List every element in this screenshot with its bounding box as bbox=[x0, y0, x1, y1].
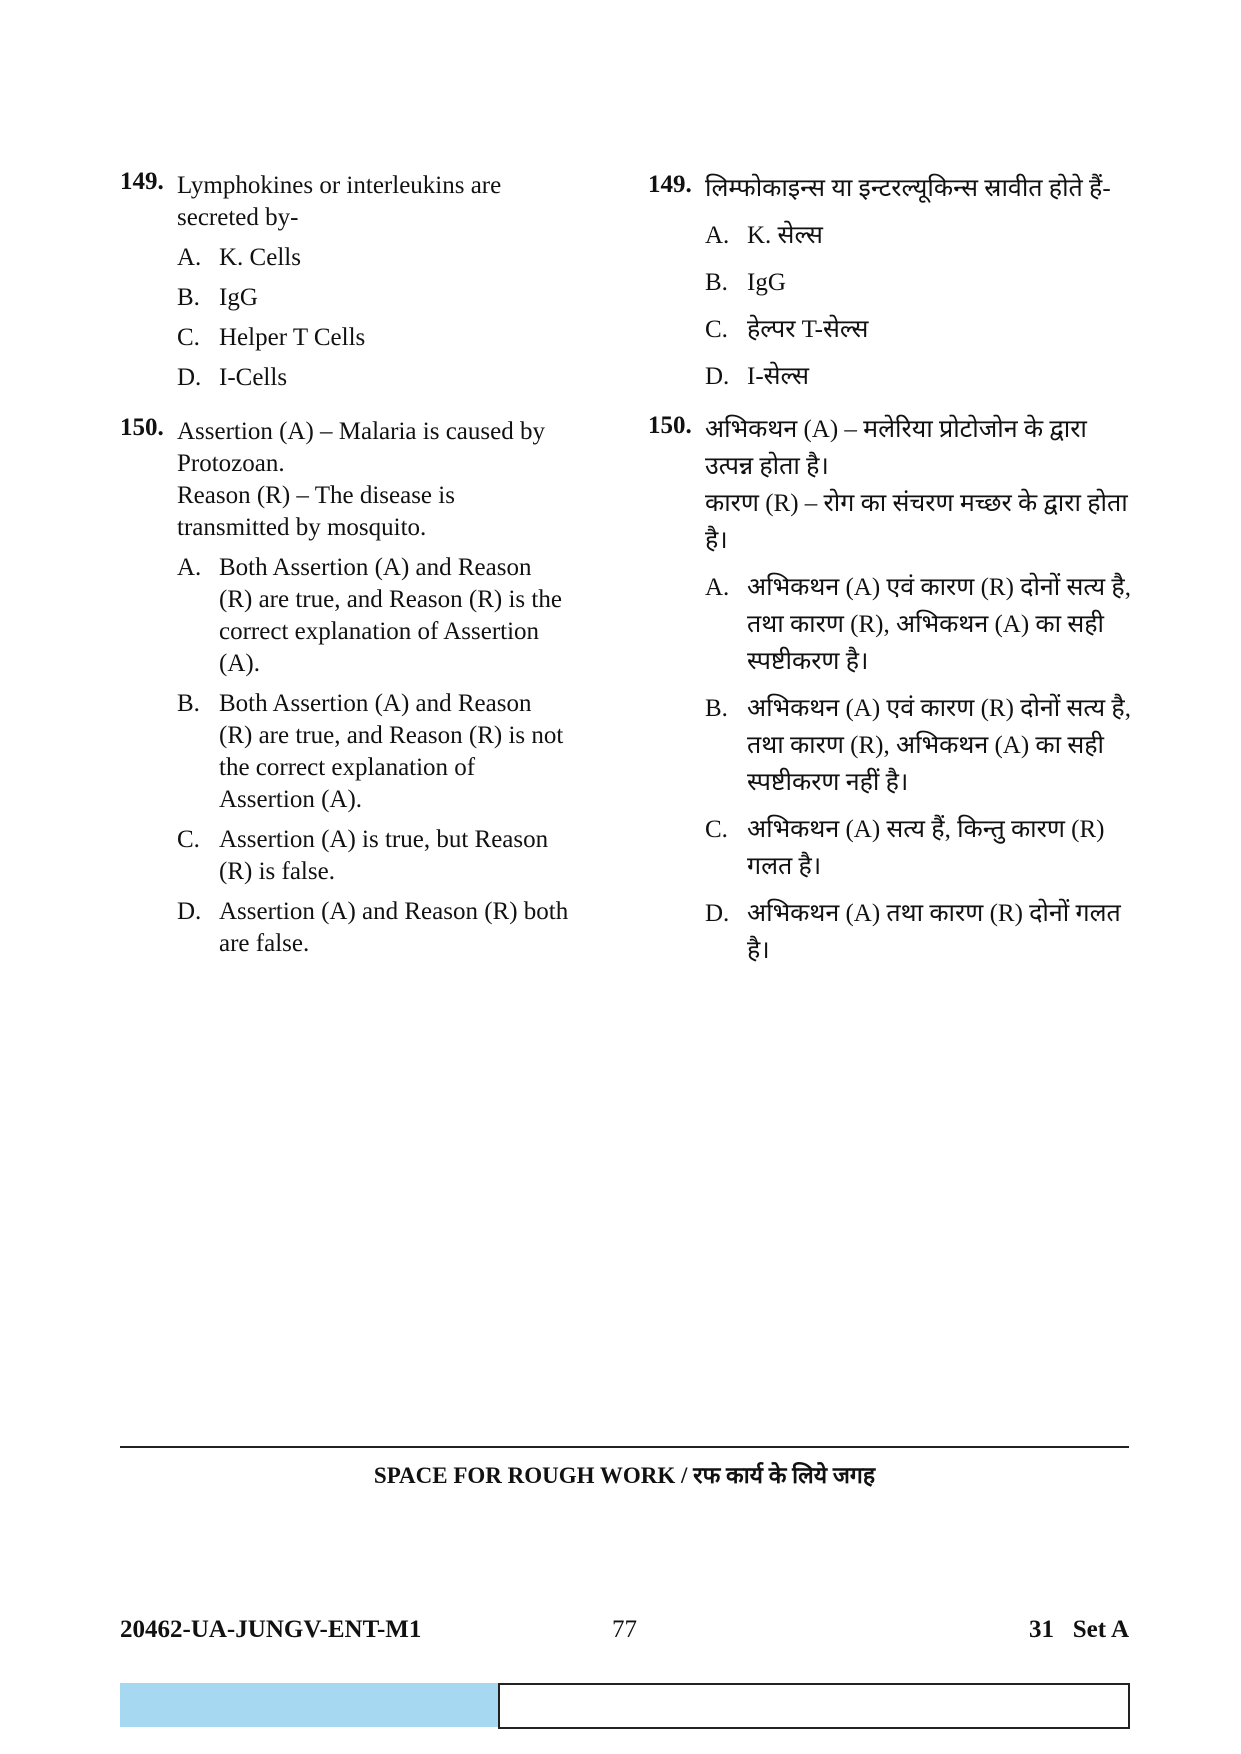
option-text-line: K. Cells bbox=[219, 244, 301, 271]
option-letter: D. bbox=[705, 363, 730, 390]
question-text-line: कारण (R) – रोग का संचरण मच्छर के द्वारा होता bbox=[705, 490, 1128, 517]
option-text-line: Both Assertion (A) and Reason bbox=[219, 554, 532, 581]
options-list bbox=[705, 569, 1138, 969]
question-text-line: Protozoan. bbox=[177, 450, 285, 477]
option-text-line: तथा कारण (R), अभिकथन (A) का सही bbox=[747, 732, 1104, 759]
hindi-column bbox=[648, 170, 1138, 969]
question-text-line: secreted by- bbox=[177, 204, 299, 231]
set-label: 31 Set A bbox=[1029, 1616, 1129, 1643]
option-text-line: स्पष्टीकरण है। bbox=[747, 648, 869, 675]
question-number: 149. bbox=[648, 171, 692, 198]
option-text-line: IgG bbox=[219, 284, 258, 311]
question-number: 150. bbox=[648, 412, 692, 439]
option-c bbox=[705, 311, 1138, 348]
option-c bbox=[705, 811, 1138, 885]
option-c bbox=[177, 824, 610, 888]
option-text-line: Assertion (A) and Reason (R) both bbox=[219, 898, 569, 925]
option-text-line: I-सेल्स bbox=[747, 363, 810, 390]
option-letter: A. bbox=[705, 222, 730, 249]
option-text-line: Both Assertion (A) and Reason bbox=[219, 690, 532, 717]
option-text-line: (A). bbox=[219, 650, 260, 677]
option-text-line: K. सेल्स bbox=[747, 222, 823, 249]
question-text-line: अभिकथन (A) – मलेरिया प्रोटोजोन के द्वारा bbox=[705, 416, 1087, 443]
option-letter: D. bbox=[177, 898, 202, 925]
option-text-line: तथा कारण (R), अभिकथन (A) का सही bbox=[747, 611, 1104, 638]
paper-code: 20462-UA-JUNGV-ENT-M1 bbox=[120, 1616, 422, 1643]
option-text-line: are false. bbox=[219, 930, 310, 957]
question-text-line: Assertion (A) – Malaria is caused by bbox=[177, 418, 545, 445]
option-text-line: (R) is false. bbox=[219, 858, 335, 885]
question-149-hindi bbox=[648, 170, 1138, 395]
option-d bbox=[177, 896, 610, 960]
question-text-line: लिम्फोकाइन्स या इन्टरल्यूकिन्स स्रावीत होते हैं- bbox=[705, 175, 1111, 202]
option-text-line: हेल्पर T-सेल्स bbox=[747, 316, 869, 343]
options-list bbox=[177, 552, 610, 960]
option-text-line: है। bbox=[747, 937, 770, 964]
option-text-line: अभिकथन (A) सत्य हैं, किन्तु कारण (R) bbox=[747, 816, 1105, 843]
option-d bbox=[705, 895, 1138, 969]
page-number: 77 bbox=[612, 1616, 637, 1643]
option-text-line: Assertion (A). bbox=[219, 786, 363, 813]
option-letter: A. bbox=[705, 574, 730, 601]
question-text-line: Reason (R) – The disease is bbox=[177, 482, 455, 509]
option-text-line: अभिकथन (A) एवं कारण (R) दोनों सत्य है, bbox=[747, 574, 1131, 601]
option-text-line: स्पष्टीकरण नहीं है। bbox=[747, 769, 909, 796]
question-149-english bbox=[120, 170, 610, 394]
question-number: 150. bbox=[120, 414, 164, 441]
question-text-line: है। bbox=[705, 527, 728, 554]
option-letter: B. bbox=[177, 284, 200, 311]
option-letter: C. bbox=[177, 826, 200, 853]
options-list bbox=[177, 242, 610, 394]
question-number: 149. bbox=[120, 168, 164, 195]
option-a bbox=[177, 552, 610, 680]
footer-empty-box bbox=[498, 1683, 1130, 1729]
question-150-hindi bbox=[648, 411, 1138, 969]
option-b bbox=[705, 690, 1138, 801]
question-text-line: उत्पन्न होता है। bbox=[705, 453, 829, 480]
option-d bbox=[177, 362, 610, 394]
option-letter: C. bbox=[177, 324, 200, 351]
option-b bbox=[177, 282, 610, 314]
rough-work-label: SPACE FOR ROUGH WORK / रफ कार्य के लिये जगह bbox=[373, 1463, 876, 1488]
option-text-line: (R) are true, and Reason (R) is the bbox=[219, 586, 562, 613]
option-letter: C. bbox=[705, 816, 728, 843]
english-column bbox=[120, 170, 610, 960]
option-text-line: Assertion (A) is true, but Reason bbox=[219, 826, 549, 853]
option-text-line: the correct explanation of bbox=[219, 754, 476, 781]
option-d bbox=[705, 358, 1138, 395]
option-letter: A. bbox=[177, 554, 202, 581]
footer-color-bar bbox=[120, 1683, 498, 1727]
option-letter: D. bbox=[177, 364, 202, 391]
option-letter: C. bbox=[705, 316, 728, 343]
option-text-line: correct explanation of Assertion bbox=[219, 618, 540, 645]
question-text-line: Lymphokines or interleukins are bbox=[177, 172, 502, 199]
option-letter: D. bbox=[705, 900, 730, 927]
option-text-line: I-Cells bbox=[219, 364, 288, 391]
option-a bbox=[705, 217, 1138, 254]
option-letter: A. bbox=[177, 244, 202, 271]
question-text-line: transmitted by mosquito. bbox=[177, 514, 427, 541]
option-letter: B. bbox=[705, 269, 728, 296]
option-letter: B. bbox=[177, 690, 200, 717]
options-list bbox=[705, 217, 1138, 395]
option-b bbox=[705, 264, 1138, 301]
question-150-english bbox=[120, 416, 610, 960]
option-text-line: अभिकथन (A) तथा कारण (R) दोनों गलत bbox=[747, 900, 1121, 927]
option-text-line: Helper T Cells bbox=[219, 324, 366, 351]
option-letter: B. bbox=[705, 695, 728, 722]
option-b bbox=[177, 688, 610, 816]
option-a bbox=[177, 242, 610, 274]
option-a bbox=[705, 569, 1138, 680]
option-text-line: गलत है। bbox=[747, 853, 822, 880]
option-text-line: अभिकथन (A) एवं कारण (R) दोनों सत्य है, bbox=[747, 695, 1131, 722]
option-text-line: (R) are true, and Reason (R) is not bbox=[219, 722, 564, 749]
rough-work-divider bbox=[120, 1446, 1129, 1448]
option-text-line: IgG bbox=[747, 269, 786, 296]
option-c bbox=[177, 322, 610, 354]
